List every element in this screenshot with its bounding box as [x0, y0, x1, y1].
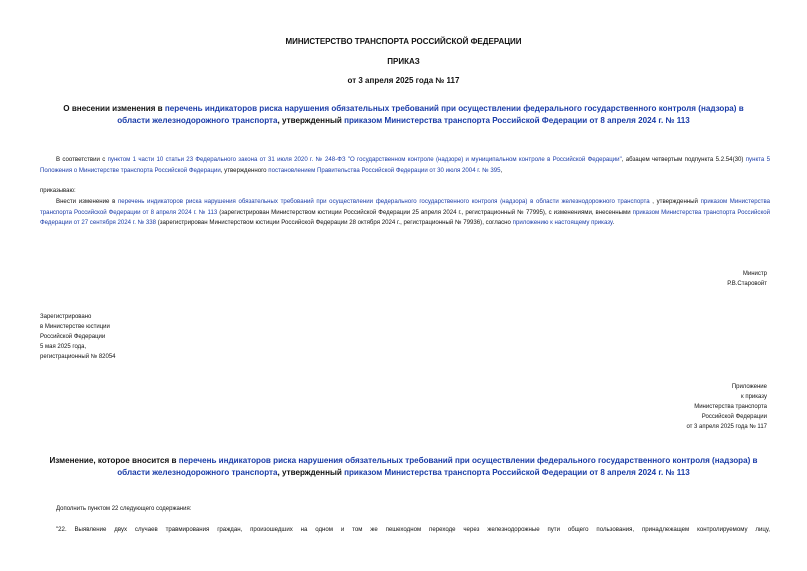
- order-title-link-list[interactable]: перечень индикаторов риска нарушения обязательных требований при осуществлении федерального государственного контроля (надзора) в области железнодорожного транспорта: [117, 104, 744, 125]
- para2-text-5: .: [612, 219, 615, 226]
- registration-line-1: Зарегистрировано: [40, 314, 92, 320]
- paragraph-point-22: "22. Выявление двух случаев травмирования граждан, произошедших на одном и том же пешеходном переходе через железнодорожные пути общего пользования, принадлежащем контролируемому лицу,: [56, 526, 770, 533]
- signature-name: Р.В.Старовойт: [727, 281, 767, 287]
- doc-date-number: от 3 апреля 2025 года № 117: [347, 76, 460, 85]
- paragraph-change: [40, 197, 770, 229]
- signature-block: [727, 269, 767, 289]
- appendix-title: [34, 455, 773, 479]
- order-title-prefix: О внесении изменения в: [63, 104, 165, 113]
- registration-line-3: Российской Федерации: [40, 334, 106, 340]
- para2-text-3: (зарегистрирован Министерством юстиции Российской Федерации 25 апреля 2024 г., регистрационный № 77995), с изменениями, внесенными: [217, 208, 633, 216]
- para1-text-4: ,: [500, 166, 503, 174]
- appendix-line-4: Российской Федерации: [701, 414, 767, 420]
- appendix-line-3: Министерства транспорта: [694, 404, 767, 410]
- appendix-stamp: [686, 382, 767, 432]
- appendix-line-5: от 3 апреля 2025 года № 117: [686, 424, 767, 430]
- appendix-title-link-order[interactable]: приказом Министерства транспорта Российской Федерации от 8 апреля 2024 г. № 113: [344, 468, 690, 477]
- para2-link-order-338[interactable]: приказом Министерства транспорта Российской Федерации от 27 сентября 2024 г. № 338: [40, 208, 770, 226]
- para2-text-4: (зарегистрирован Министерством юстиции Российской Федерации 28 октября 2024 г., регистрационный № 79936), согласно: [156, 219, 513, 226]
- para2-text-1: Внести изменение в: [56, 198, 118, 205]
- order-title: [50, 103, 757, 127]
- appendix-title-prefix: Изменение, которое вносится в: [49, 456, 179, 465]
- para1-text-3: , утвержденного: [220, 166, 269, 174]
- doc-type-heading: ПРИКАЗ: [387, 57, 420, 66]
- appendix-title-mid: , утвержденный: [277, 468, 345, 477]
- para2-link-order-113[interactable]: приказом Министерства транспорта Российской Федерации от 8 апреля 2024 г. № 113: [40, 198, 771, 216]
- paragraph-supplement: Дополнить пунктом 22 следующего содержания:: [56, 506, 192, 512]
- signature-position: Министр: [742, 271, 767, 277]
- order-word: приказываю:: [40, 188, 76, 194]
- para2-link-appendix[interactable]: приложению к настоящему приказу: [512, 219, 613, 226]
- ministry-heading: МИНИСТЕРСТВО ТРАНСПОРТА РОССИЙСКОЙ ФЕДЕРАЦИИ: [285, 37, 522, 46]
- registration-block: [40, 312, 116, 362]
- order-title-link-order[interactable]: приказом Министерства транспорта Российской Федерации от 8 апреля 2024 г. № 113: [344, 116, 690, 125]
- order-title-mid: , утвержденный: [277, 116, 345, 125]
- para2-text-2: , утвержденный: [649, 198, 701, 205]
- registration-line-2: в Министерстве юстиции: [40, 324, 110, 330]
- registration-line-5: регистрационный № 82054: [40, 354, 116, 360]
- paragraph-basis: [40, 155, 770, 176]
- appendix-line-1: Приложение: [731, 384, 767, 390]
- para1-link-regulation[interactable]: пункта 5 Положения о Министерстве транспорта Российской Федерации: [40, 156, 771, 174]
- appendix-line-2: к приказу: [741, 394, 767, 400]
- para2-link-list[interactable]: перечень индикаторов риска нарушения обязательных требований при осуществлении федерального государственного контроля (надзора) в области железнодорожного транспорта: [118, 198, 650, 205]
- para1-text-1: В соответствии с: [56, 156, 108, 163]
- para1-text-2: , абзацем четвертым подпункта 5.2.54(30): [621, 156, 746, 163]
- para1-link-decree[interactable]: постановлением Правительства Российской Федерации от 30 июля 2004 г. № 395: [268, 166, 501, 174]
- para1-link-federal-law[interactable]: пунктом 1 части 10 статьи 23 Федерального закона от 31 июля 2020 г. № 248-ФЗ "О государственном контроле (надзоре) и муниципальном контроле в Российской Федерации": [107, 156, 622, 163]
- registration-line-4: 5 мая 2025 года,: [40, 344, 87, 350]
- appendix-title-link-list[interactable]: перечень индикаторов риска нарушения обязательных требований при осуществлении федерального государственного контроля (надзора) в области железнодорожного транспорта: [117, 456, 758, 477]
